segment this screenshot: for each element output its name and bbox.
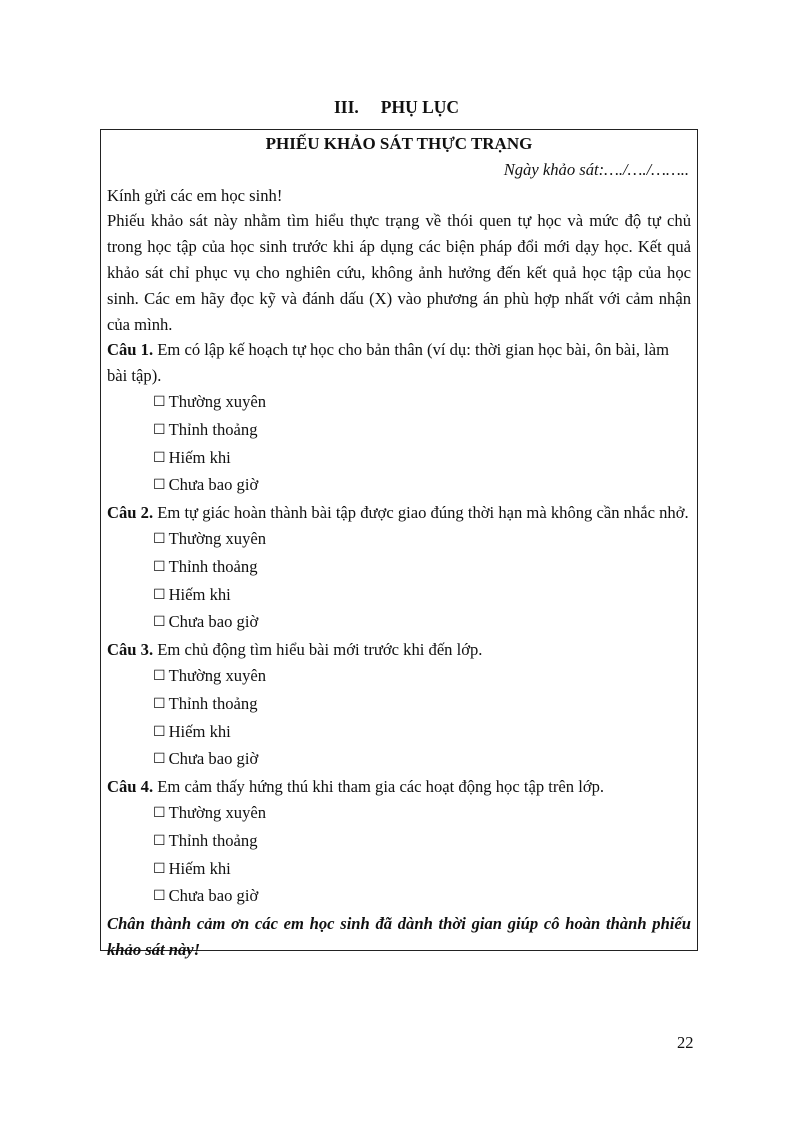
section-heading [0, 96, 793, 118]
checkbox-icon[interactable]: ☐ [153, 667, 166, 684]
option-label: Hiếm khi [168, 584, 231, 604]
option-checkbox[interactable] [107, 609, 691, 637]
option-checkbox[interactable] [107, 828, 691, 856]
question-body: Em cảm thấy hứng thú khi tham gia các hoạt động học tập trên lớp. [153, 777, 605, 797]
question-text [107, 337, 691, 389]
option-checkbox[interactable] [107, 719, 691, 747]
question-body: Em tự giác hoàn thành bài tập được giao đúng thời hạn mà không cần nhắc nhở. [153, 503, 689, 523]
option-checkbox[interactable] [107, 526, 691, 554]
option-checkbox[interactable] [107, 554, 691, 582]
survey-date: Ngày khảo sát:…./…./…….. [503, 159, 689, 179]
option-label: Thỉnh thoảng [168, 419, 258, 439]
option-checkbox[interactable] [107, 746, 691, 774]
checkbox-icon[interactable]: ☐ [153, 723, 166, 740]
section-title: PHỤ LỤC [380, 97, 460, 117]
question-body: Em có lập kế hoạch tự học cho bản thân (ví dụ: thời gian học bài, ôn bài, làm bài tập). [107, 340, 670, 386]
question-label: Câu 2. [107, 503, 154, 523]
option-checkbox[interactable] [107, 445, 691, 473]
option-label: Chưa bao giờ [168, 612, 259, 632]
question-3 [107, 637, 691, 774]
option-label: Thỉnh thoảng [168, 830, 258, 850]
question-text [107, 637, 691, 663]
page-number: 22 [677, 1033, 694, 1052]
checkbox-icon[interactable]: ☐ [153, 393, 166, 410]
option-label: Thỉnh thoảng [168, 693, 258, 713]
survey-form [100, 129, 698, 959]
option-checkbox[interactable] [107, 582, 691, 610]
question-text [107, 774, 691, 800]
checkbox-icon[interactable]: ☐ [153, 860, 166, 877]
question-label: Câu 1. [107, 340, 154, 360]
question-text [107, 500, 691, 526]
option-checkbox[interactable] [107, 663, 691, 691]
option-label: Hiếm khi [168, 721, 231, 741]
checkbox-icon[interactable]: ☐ [153, 558, 166, 575]
option-checkbox[interactable] [107, 691, 691, 719]
option-label: Thường xuyên [168, 665, 267, 685]
question-label: Câu 4. [107, 777, 154, 797]
option-label: Hiếm khi [168, 858, 231, 878]
option-checkbox[interactable] [107, 856, 691, 884]
checkbox-icon[interactable]: ☐ [153, 586, 166, 603]
checkbox-icon[interactable]: ☐ [153, 695, 166, 712]
option-label: Chưa bao giờ [168, 475, 259, 495]
option-checkbox[interactable] [107, 800, 691, 828]
option-label: Thỉnh thoảng [168, 556, 258, 576]
option-checkbox[interactable] [107, 389, 691, 417]
checkbox-icon[interactable]: ☐ [153, 614, 166, 631]
question-1 [107, 337, 691, 500]
option-label: Thường xuyên [168, 528, 267, 548]
survey-title: PHIẾU KHẢO SÁT THỰC TRẠNG [265, 134, 533, 153]
option-checkbox[interactable] [107, 883, 691, 911]
checkbox-icon[interactable]: ☐ [153, 751, 166, 768]
option-label: Thường xuyên [168, 802, 267, 822]
closing-note: Chân thành cảm ơn các em học sinh đã dành thời gian giúp cô hoàn thành phiếu khảo sát này! [107, 914, 691, 959]
question-4 [107, 774, 691, 911]
question-body: Em chủ động tìm hiểu bài mới trước khi đến lớp. [153, 640, 483, 660]
checkbox-icon[interactable]: ☐ [153, 530, 166, 547]
checkbox-icon[interactable]: ☐ [153, 804, 166, 821]
option-label: Chưa bao giờ [168, 749, 259, 769]
checkbox-icon[interactable]: ☐ [153, 832, 166, 849]
option-checkbox[interactable] [107, 417, 691, 445]
survey-greeting: Kính gửi các em học sinh! [107, 185, 283, 205]
checkbox-icon[interactable]: ☐ [153, 449, 166, 466]
survey-intro: Phiếu khảo sát này nhằm tìm hiểu thực trạng về thói quen tự học và mức độ tự chủ trong học tập của học sinh trước khi áp dụng các biện pháp đổi mới dạy học. Kết quả khảo sát chỉ phục vụ cho nghiên cứu, không ảnh hưởng đến kết quả học tập của học sinh. Các em hãy đọc kỹ và đánh dấu (X) vào phương án phù hợp nhất với cảm nhận của mình. [107, 211, 691, 334]
question-label: Câu 3. [107, 640, 154, 660]
section-number: III. [333, 97, 359, 117]
option-label: Chưa bao giờ [168, 886, 259, 906]
option-checkbox[interactable] [107, 472, 691, 500]
checkbox-icon[interactable]: ☐ [153, 888, 166, 905]
checkbox-icon[interactable]: ☐ [153, 421, 166, 438]
checkbox-icon[interactable]: ☐ [153, 477, 166, 494]
option-label: Hiếm khi [168, 447, 231, 467]
option-label: Thường xuyên [168, 391, 267, 411]
question-2 [107, 500, 691, 637]
